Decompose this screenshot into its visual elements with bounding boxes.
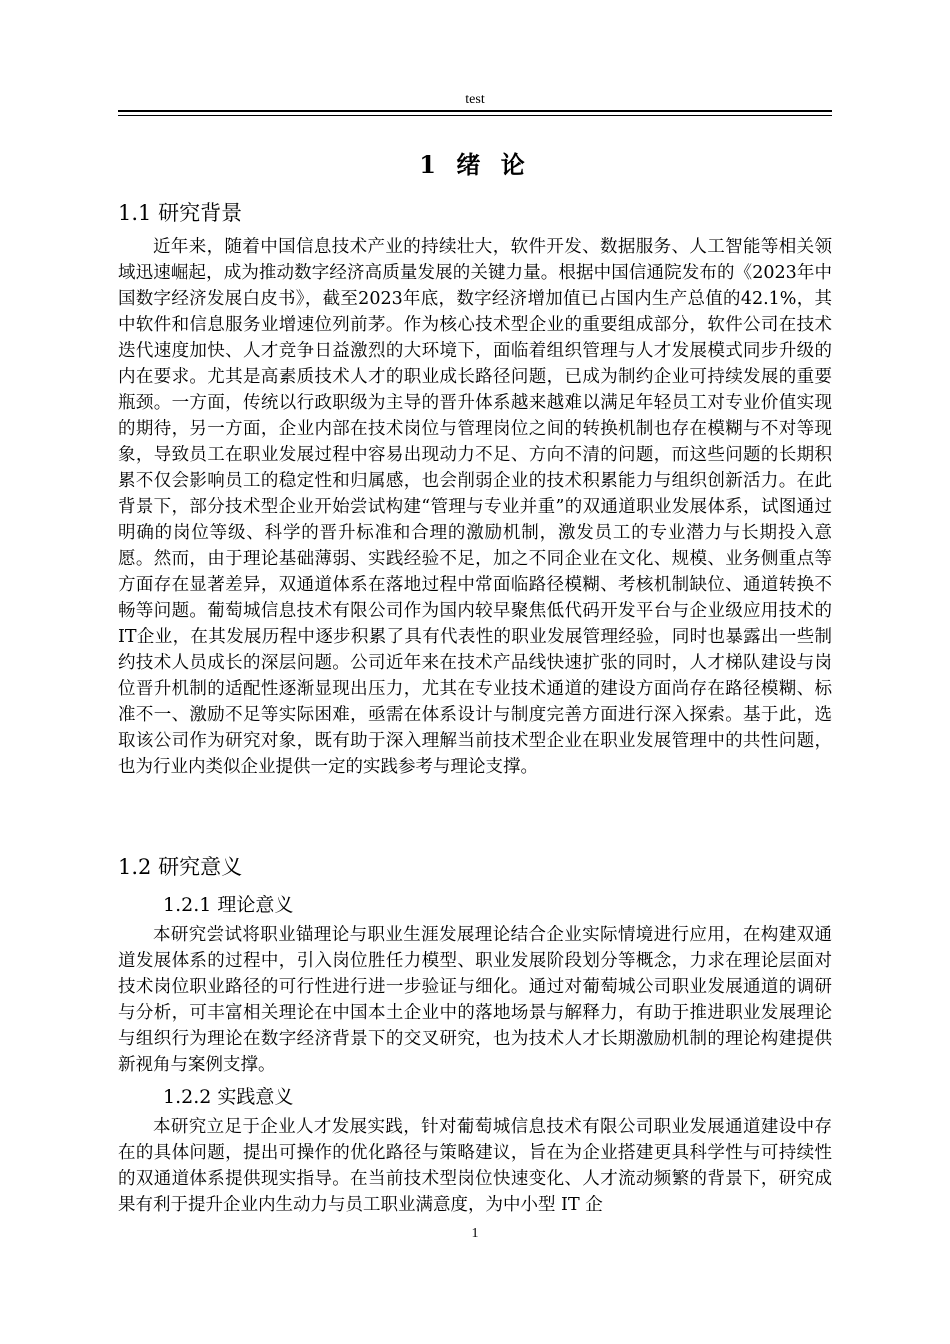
header-rule bbox=[118, 110, 832, 116]
page-number: 1 bbox=[471, 1226, 479, 1241]
section-heading-1-1: 1.1 研究背景 bbox=[118, 201, 243, 225]
background-paragraph: 近年来，随着中国信息技术产业的持续壮大，软件开发、数据服务、人工智能等相关领域迅速崛起，成为推动数字经济高质量发展的关键力量。根据中国信通院发布的《2023年中国数字经济发展白皮书》，截至2023年底，数字经济增加值已占国内生产总值的42.1%，其中软件和信息服务业增速位列前茅。作为核心技术型企业的重要组成部分，软件公司在技术迭代速度加快、人才竞争日益激烈的大环境下，面临着组织管理与人才发展模式同步升级的内在要求。尤其是高素质技术人才的职业成长路径问题，已成为制约企业可持续发展的重要瓶颈。一方面，传统以行政职级为主导的晋升体系越来越难以满足年轻员工对专业价值实现的期待，另一方面，企业内部在技术岗位与管理岗位之间的转换机制也存在模糊与不对等现象，导致员工在职业发展过程中容易出现动力不足、方向不清的问题，而这些问题的长期积累不仅会影响员工的稳定性和归属感，也会削弱企业的技术积累能力与组织创新活力。在此背景下，部分技术型企业开始尝试构建“管理与专业并重”的双通道职业发展体系，试图通过明确的岗位等级、科学的晋升标准和合理的激励机制，激发员工的专业潜力与长期投入意愿。然而，由于理论基础薄弱、实践经验不足，加之不同企业在文化、规模、业务侧重点等方面存在显著差异，双通道体系在落地过程中常面临路径模糊、考核机制缺位、通道转换不畅等问题。葡萄城信息技术有限公司作为国内较早聚焦低代码开发平台与企业级应用技术的IT企业，在其发展历程中逐步积累了具有代表性的职业发展管理经验，同时也暴露出一些制约技术人员成长的深层问题。公司近年来在技术产品线快速扩张的同时，人才梯队建设与岗位晋升机制的适配性逐渐显现出压力，尤其在专业技术通道的建设方面尚存在路径模糊、标准不一、激励不足等实际困难，亟需在体系设计与制度完善方面进行深入探索。基于此，选取该公司作为研究对象，既有助于深入理解当前技术型企业在职业发展管理中的共性问题，也为行业内类似企业提供一定的实践参考与理论支撑。 bbox=[118, 237, 832, 777]
section-heading-1-2: 1.2 研究意义 bbox=[118, 855, 243, 879]
running-header: test bbox=[465, 92, 485, 107]
subsection-heading-1-2-1: 1.2.1 理论意义 bbox=[163, 894, 294, 916]
practice-paragraph-block bbox=[118, 1114, 832, 1218]
subsection-heading-1-2-2: 1.2.2 实践意义 bbox=[163, 1086, 294, 1108]
background-paragraph-block bbox=[118, 234, 832, 780]
chapter-title: 1 绪 论 bbox=[419, 150, 531, 179]
practice-paragraph: 本研究立足于企业人才发展实践，针对葡萄城信息技术有限公司职业发展通道建设中存在的具体问题，提出可操作的优化路径与策略建议，旨在为企业搭建更具科学性与可持续性的双通道体系提供现实指导。在当前技术型岗位快速变化、人才流动频繁的背景下，研究成果有利于提升企业内生动力与员工职业满意度，为中小型 IT 企 bbox=[118, 1117, 832, 1215]
theory-paragraph-block bbox=[118, 922, 832, 1078]
theory-paragraph: 本研究尝试将职业锚理论与职业生涯发展理论结合企业实际情境进行应用，在构建双通道发展体系的过程中，引入岗位胜任力模型、职业发展阶段划分等概念，力求在理论层面对技术岗位职业路径的可行性进行进一步验证与细化。通过对葡萄城公司职业发展通道的调研与分析，可丰富相关理论在中国本土企业中的落地场景与解释力，有助于推进职业发展理论与组织行为理论在数字经济背景下的交叉研究，也为技术人才长期激励机制的理论构建提供新视角与案例支撑。 bbox=[118, 925, 832, 1075]
